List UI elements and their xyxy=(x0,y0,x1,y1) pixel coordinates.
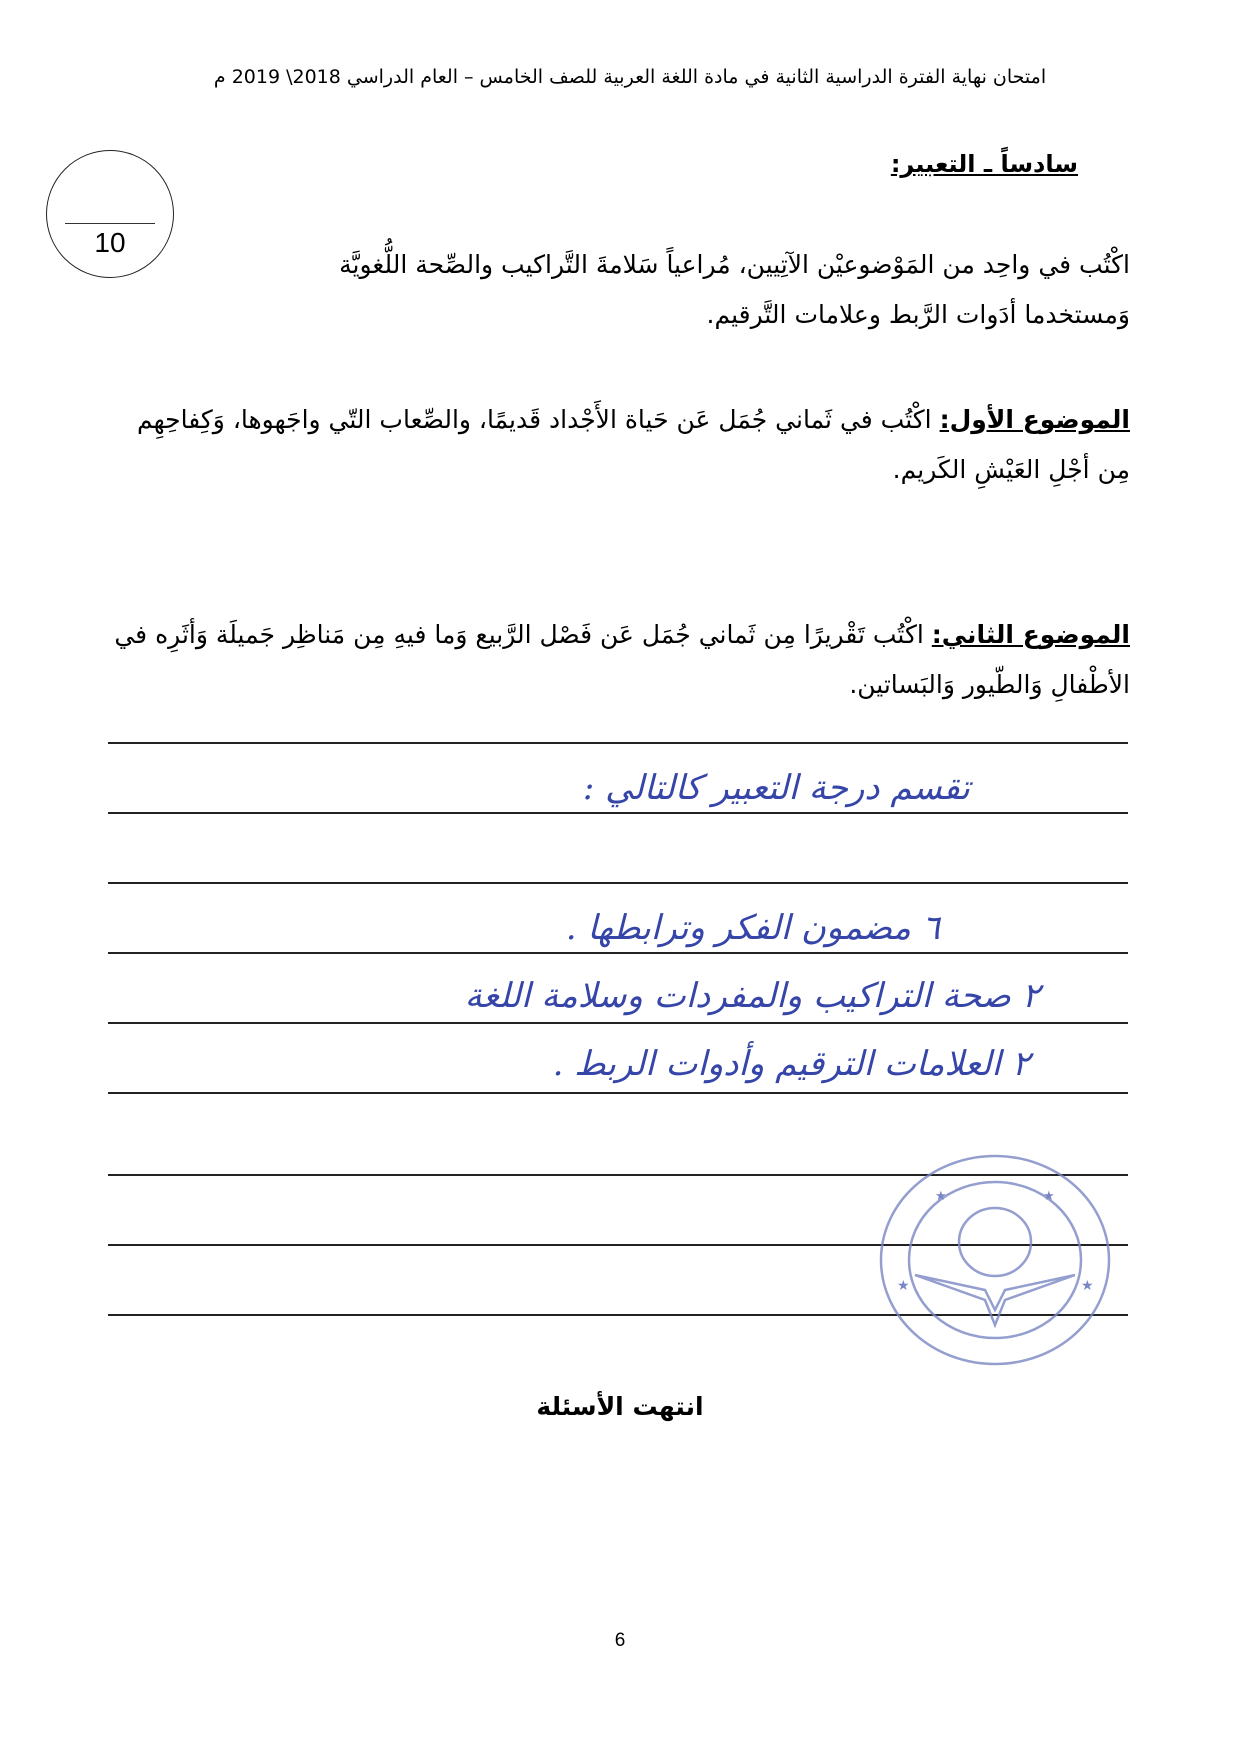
instructions: اكْتُب في واحِد من المَوْضوعيْن الآتِيين، مُراعياً سَلامةَ التَّراكيب والصِّحة اللُّغويَّة وَمستخدما أدَوات الرَّبط وعلامات التَّرقيم. xyxy=(339,250,1130,329)
svg-text:★: ★ xyxy=(1081,1278,1094,1294)
writing-line xyxy=(108,952,1128,954)
writing-line xyxy=(108,812,1128,814)
handwritten-line-2: ٦ مضمون الفكر وترابطها . xyxy=(565,908,940,948)
writing-line xyxy=(108,742,1128,744)
writing-line xyxy=(108,1092,1128,1094)
section-title: سادساً ـ التعبير: xyxy=(890,150,1078,178)
topic-1-label: الموضوع الأول: xyxy=(939,405,1130,434)
handwritten-line-1: تقسم درجة التعبير كالتالي : xyxy=(582,768,970,808)
page-number: 6 xyxy=(614,1630,626,1651)
topic-1 xyxy=(110,395,1130,495)
score-value: 10 xyxy=(94,227,126,258)
topic-1-text: اكْتُب في ثَماني جُمَل عَن حَياة الأَجْداد قَديمًا، والصِّعاب التّي واجَهوها، وَكِفاحِهِم مِن أجْلِ العَيْشِ الكَريم. xyxy=(137,405,1130,484)
official-stamp xyxy=(875,1150,1115,1370)
score-circle xyxy=(46,150,174,278)
svg-text:★: ★ xyxy=(1043,1189,1055,1204)
handwritten-line-3: ٢ صحة التراكيب والمفردات وسلامة اللغة xyxy=(464,976,1040,1016)
writing-line xyxy=(108,882,1128,884)
exam-header: امتحان نهاية الفترة الدراسية الثانية في مادة اللغة العربية للصف الخامس – العام الدراسي 2018\ 2019 م xyxy=(213,66,1047,88)
svg-text:★: ★ xyxy=(935,1189,947,1204)
writing-line xyxy=(108,1022,1128,1024)
handwritten-line-4: ٢ العلامات الترقيم وأدوات الربط . xyxy=(552,1044,1030,1084)
topic-2-text: اكْتُب تَقْريرًا مِن ثَماني جُمَل عَن فَصْل الرَّبيع وَما فيهِ مِن مَناظِر جَميلَة وَأثَرِه في الأطْفالِ وَالطّيور وَالبَساتين. xyxy=(114,620,1130,699)
svg-text:★: ★ xyxy=(897,1278,910,1294)
end-of-questions: انتهت الأسئلة xyxy=(536,1392,704,1421)
score-line xyxy=(65,223,155,224)
topic-2-label: الموضوع الثاني: xyxy=(931,620,1130,649)
topic-2 xyxy=(110,610,1130,710)
